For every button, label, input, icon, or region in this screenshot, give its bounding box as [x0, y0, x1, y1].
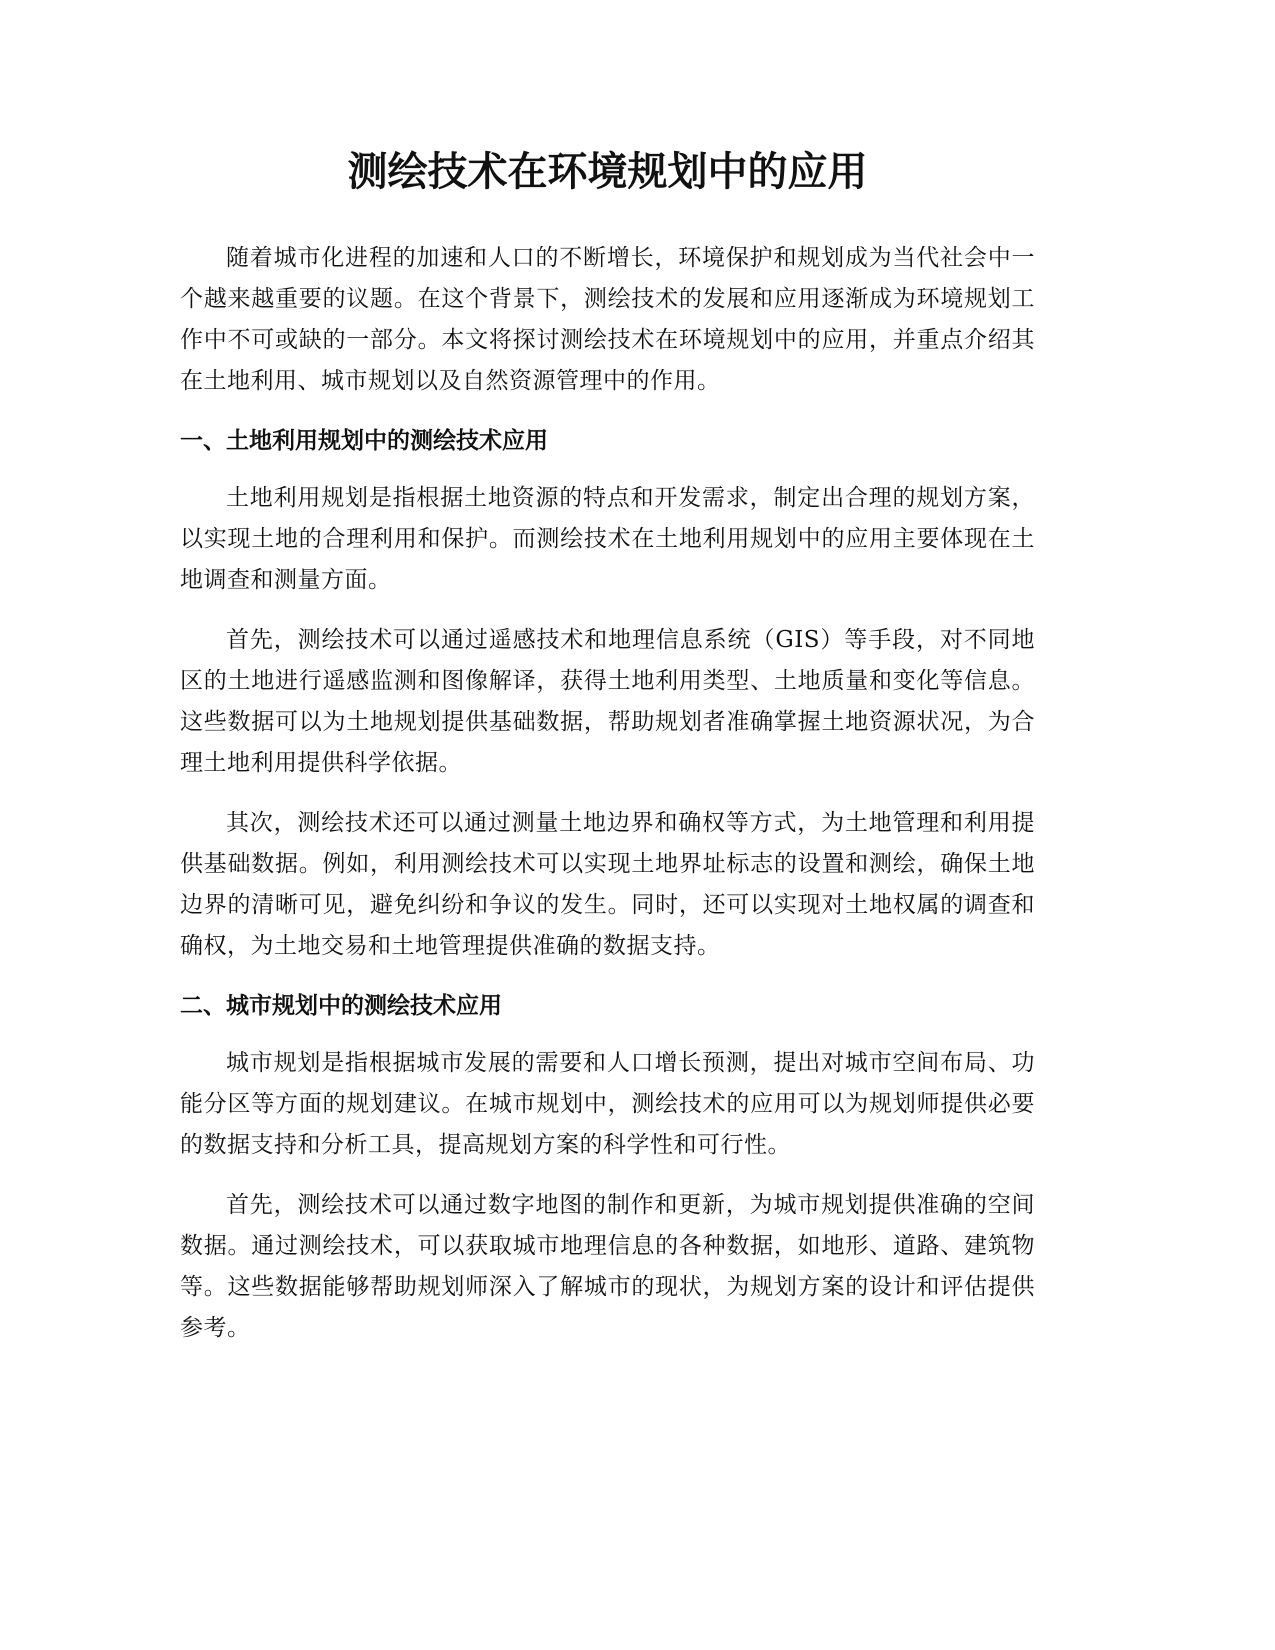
section-2-paragraph-1: 城市规划是指根据城市发展的需要和人口增长预测，提出对城市空间布局、功能分区等方面的规划建议。在城市规划中，测绘技术的应用可以为规划师提供必要的数据支持和分析工具，提高规划方案的科学性和可行性。	[180, 1050, 1035, 1158]
document-title: 测绘技术在环境规划中的应用	[347, 149, 868, 195]
section-1-paragraph-3: 其次，测绘技术还可以通过测量土地边界和确权等方式，为土地管理和利用提供基础数据。例如，利用测绘技术可以实现土地界址标志的设置和测绘，确保土地边界的清晰可见，避免纠纷和争议的发生。同时，还可以实现对土地权属的调查和确权，为土地交易和土地管理提供准确的数据支持。	[180, 810, 1035, 959]
section-1-heading: 一、土地利用规划中的测绘技术应用	[180, 428, 548, 454]
section-1-paragraph-1: 土地利用规划是指根据土地资源的特点和开发需求，制定出合理的规划方案，以实现土地的合理利用和保护。而测绘技术在土地利用规划中的应用主要体现在土地调查和测量方面。	[180, 485, 1035, 593]
section-2-paragraph-2: 首先，测绘技术可以通过数字地图的制作和更新，为城市规划提供准确的空间数据。通过测绘技术，可以获取城市地理信息的各种数据，如地形、道路、建筑物等。这些数据能够帮助规划师深入了解城市的现状，为规划方案的设计和评估提供参考。	[180, 1192, 1035, 1341]
document-page	[180, 140, 1035, 1368]
section-2-heading: 二、城市规划中的测绘技术应用	[180, 993, 502, 1019]
section-1-paragraph-2: 首先，测绘技术可以通过遥感技术和地理信息系统（GIS）等手段，对不同地区的土地进行遥感监测和图像解译，获得土地利用类型、土地质量和变化等信息。这些数据可以为土地规划提供基础数据，帮助规划者准确掌握土地资源状况，为合理土地利用提供科学依据。	[180, 627, 1035, 776]
intro-paragraph: 随着城市化进程的加速和人口的不断增长，环境保护和规划成为当代社会中一个越来越重要的议题。在这个背景下，测绘技术的发展和应用逐渐成为环境规划工作中不可或缺的一部分。本文将探讨测绘技术在环境规划中的应用，并重点介绍其在土地利用、城市规划以及自然资源管理中的作用。	[180, 245, 1035, 394]
